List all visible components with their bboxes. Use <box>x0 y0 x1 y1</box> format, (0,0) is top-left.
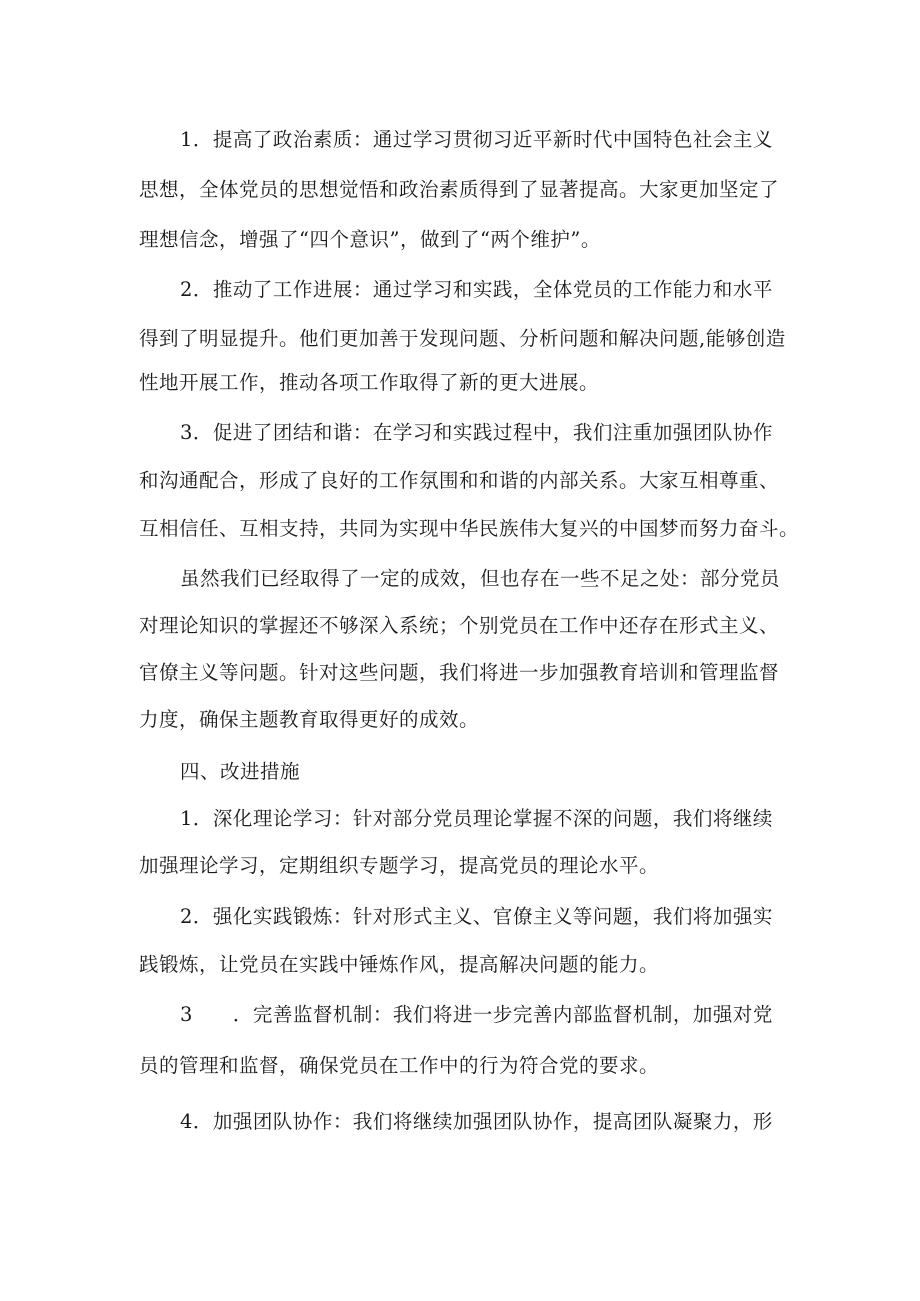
text-line: 性地开展工作，推动各项工作取得了新的更大进展。 <box>139 371 600 394</box>
text-line: 力度，确保主题教育取得更好的成效。 <box>139 708 480 731</box>
text-line: 加强理论学习，定期组织专题学习，提高党员的理论水平。 <box>139 854 660 877</box>
text-line: 员的管理和监督，确保党员在工作中的行为符合党的要求。 <box>139 1054 660 1077</box>
section-heading: 四、改进措施 <box>180 760 301 783</box>
text-line: 践锻炼，让党员在实践中锤炼作风，提高解决问题的能力。 <box>139 953 660 976</box>
text-line: 官僚主义等问题。针对这些问题，我们将进一步加强教育培训和管理监督 <box>139 661 780 684</box>
text-line: 互相信任、互相支持，共同为实现中华民族伟大复兴的中国梦而努力奋斗。 <box>139 517 800 540</box>
text-line: 1．深化理论学习：针对部分党员理论掌握不深的问题，我们将继续 <box>180 807 773 830</box>
text-line: 思想，全体党员的思想觉悟和政治素质得到了显著提高。大家更加坚定了 <box>139 178 780 201</box>
text-line: 1．提高了政治素质：通过学习贯彻习近平新时代中国特色社会主义 <box>180 128 773 151</box>
text-line: 2．推动了工作进展：通过学习和实践，全体党员的工作能力和水平 <box>180 278 773 301</box>
text-line: 对理论知识的掌握还不够深入系统；个别党员在工作中还存在形式主义、 <box>139 614 780 637</box>
text-line: 虽然我们已经取得了一定的成效，但也存在一些不足之处：部分党员 <box>180 567 781 590</box>
text-line: 和沟通配合，形成了良好的工作氛围和和谐的内部关系。大家互相尊重、 <box>139 469 780 492</box>
text-line: 4．加强团队协作：我们将继续加强团队协作，提高团队凝聚力，形 <box>180 1110 773 1133</box>
text-line: 2．强化实践锻炼：针对形式主义、官僚主义等问题，我们将加强实 <box>180 905 773 928</box>
text-line: 理想信念，增强了“四个意识”，做到了“两个维护”。 <box>139 228 601 251</box>
text-line: 3．促进了团结和谐：在学习和实践过程中，我们注重加强团队协作 <box>180 421 773 444</box>
text-line: 得到了明显提升。他们更加善于发现问题、分析问题和解决问题,能够创造 <box>139 327 786 350</box>
text-line: 3 ．完善监督机制：我们将进一步完善内部监督机制，加强对党 <box>180 1003 773 1026</box>
